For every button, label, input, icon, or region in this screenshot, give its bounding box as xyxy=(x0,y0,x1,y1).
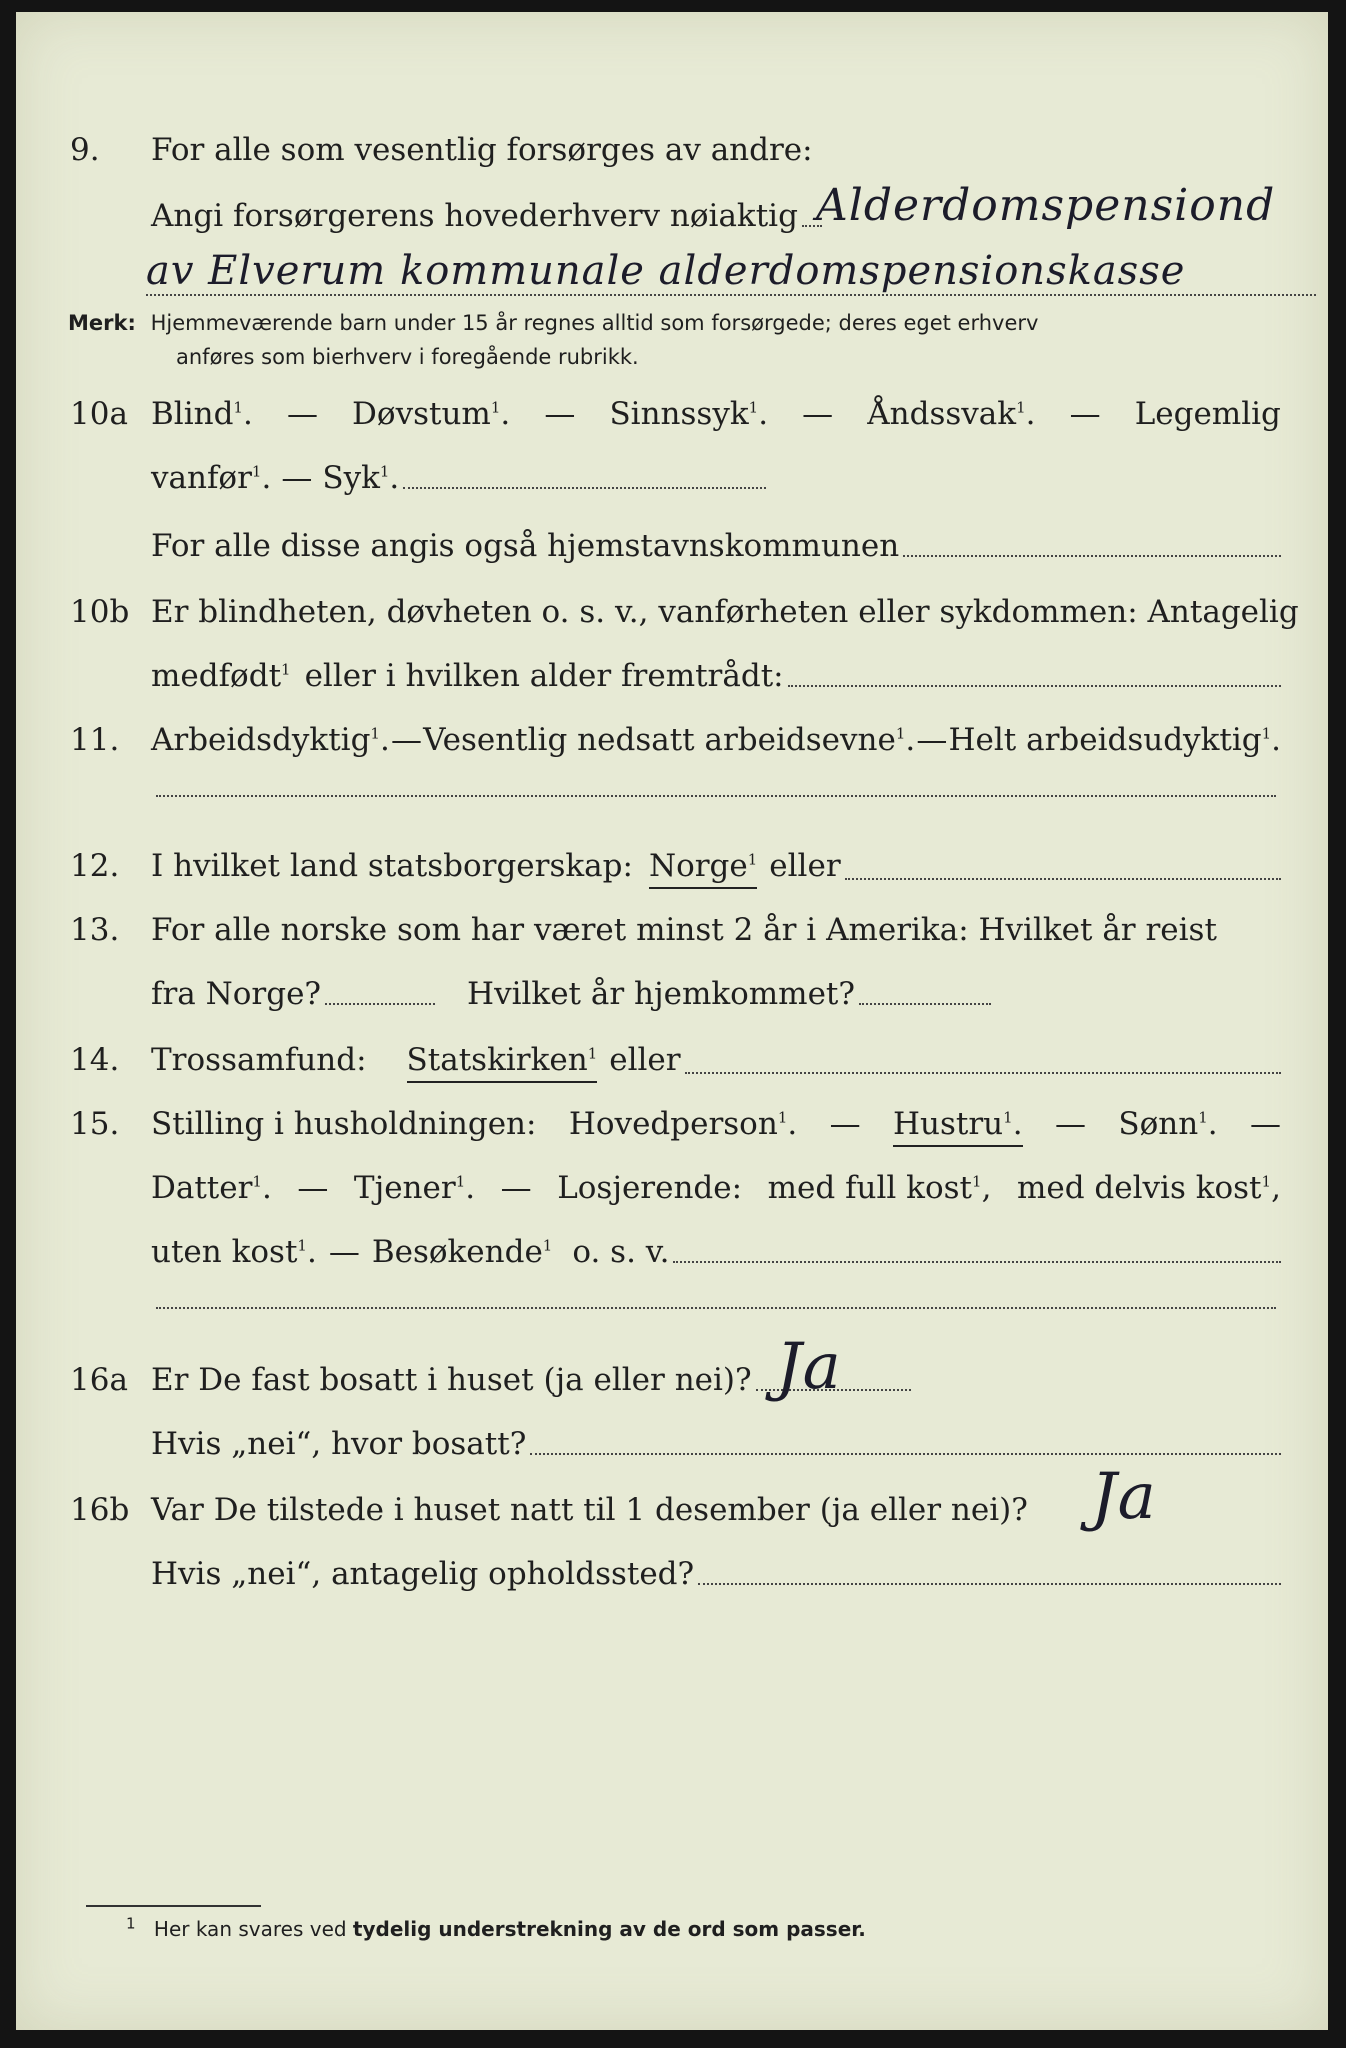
q10b-line2-text: eller i hvilken alder fremtrådt: xyxy=(304,658,784,694)
footnote-text: Her kan svares ved xyxy=(153,1917,347,1941)
q9-number: 9. xyxy=(70,132,100,168)
q9-handwritten-answer-1: Alderdomspensiond xyxy=(816,180,1276,231)
q12-text: I hvilket land statsborgerskap: xyxy=(151,848,633,884)
q10a-line3 xyxy=(151,526,1281,566)
q13-reist: fra Norge? xyxy=(151,976,322,1012)
q10a-hjemstavn-dotted-line xyxy=(903,555,1281,557)
q14-eller: eller xyxy=(609,1042,681,1078)
dash: — xyxy=(390,722,422,758)
q16b-line2 xyxy=(151,1554,1281,1594)
q15-dotted-line xyxy=(673,1261,1281,1263)
merk-line2: anføres som bierhverv i foregående rubrikk. xyxy=(176,345,639,369)
q10a-line1 xyxy=(151,394,1281,434)
q10b-medfodt: medfødt$^1$ xyxy=(151,658,291,694)
q13-line2 xyxy=(151,974,991,1014)
q11-udyktig: Helt arbeidsudyktig$^1$. xyxy=(948,722,1281,758)
q16a-hvis-nei: Hvis „nei“, hvor bosatt? xyxy=(151,1426,527,1462)
q10a-andssvak: Åndssvak$^1$. xyxy=(867,396,1036,432)
dash: — xyxy=(916,722,948,758)
q11-number: 11. xyxy=(70,722,120,758)
q14-label: Trossamfund: xyxy=(151,1042,367,1078)
q15-uten-kost: uten kost$^1$. xyxy=(151,1234,317,1270)
dash: — xyxy=(1069,396,1101,432)
q15-number: 15. xyxy=(70,1106,120,1142)
q15-tjener: Tjener$^1$. xyxy=(353,1170,476,1206)
q11-line1 xyxy=(151,720,1281,760)
q10a-legemlig: Legemlig xyxy=(1134,396,1281,432)
q12-number: 12. xyxy=(70,848,120,884)
q15-line3 xyxy=(151,1232,1281,1272)
q10a-number: 10a xyxy=(70,396,128,432)
q10b-number: 10b xyxy=(70,594,130,630)
dash: — xyxy=(328,1234,360,1270)
dash: — xyxy=(286,396,318,432)
q9-line1 xyxy=(151,130,851,170)
q9-line2-text: Angi forsørgerens hovederhverv nøiaktig xyxy=(151,198,798,234)
census-form-page xyxy=(16,12,1328,2030)
dash: — xyxy=(281,460,313,496)
q15-sonn: Sønn$^1$. xyxy=(1118,1106,1218,1142)
dash: — xyxy=(802,396,834,432)
q15-line2 xyxy=(151,1168,1281,1208)
q12-norge: Norge$^1$ xyxy=(649,846,757,889)
q15-hovedperson: Hovedperson$^1$. xyxy=(568,1106,798,1142)
q15-besokende: Besøkende$^1$ xyxy=(371,1234,553,1270)
dash: — xyxy=(500,1170,532,1206)
q16b-opholdssted-dotted-line xyxy=(698,1583,1281,1585)
q13-line1: For alle norske som har været minst 2 år i Amerika: Hvilket år reist xyxy=(151,912,1217,948)
q15-extra-dotted-line xyxy=(156,1307,1276,1309)
q13-number: 13. xyxy=(70,912,120,948)
q15-hustru: Hustru$^1$. xyxy=(893,1104,1023,1147)
q10a-syk: Syk$^1$. xyxy=(322,460,400,496)
dash: — xyxy=(1249,1106,1281,1142)
q15-losjerende: Losjerende: xyxy=(557,1170,743,1206)
q11-nedsatt: Vesentlig nedsatt arbeidsevne$^1$. xyxy=(423,722,916,758)
q9-line1-text: For alle som vesentlig forsørges av andre: xyxy=(151,132,813,168)
q16a-bosatt-dotted-line xyxy=(530,1453,1281,1455)
q15-full-kost: med full kost$^1$, xyxy=(767,1170,992,1206)
q14-number: 14. xyxy=(70,1042,120,1078)
dash: — xyxy=(544,396,576,432)
merk-label: Merk: xyxy=(68,311,136,335)
q10a-line3-text: For alle disse angis også hjemstavnskommunen xyxy=(151,528,900,564)
q10a-vanfor: vanfør$^1$. xyxy=(151,460,272,496)
q10a-line2 xyxy=(151,458,766,498)
q12-dotted-line xyxy=(845,878,1281,880)
q16a-question: Er De fast bosatt i huset (ja eller nei)? xyxy=(151,1362,752,1398)
q13-reist-dotted-line xyxy=(325,1003,435,1005)
q10a-dovstum: Døvstum$^1$. xyxy=(352,396,511,432)
q13-hjemkommet: Hvilket år hjemkommet? xyxy=(467,976,856,1012)
q16b-hvis-nei: Hvis „nei“, antagelig opholdssted? xyxy=(151,1556,695,1592)
q10a-syk-dotted-line xyxy=(403,487,766,489)
q16a-line2 xyxy=(151,1424,1281,1464)
q15-label: Stilling i husholdningen: xyxy=(151,1106,537,1142)
q11-arbeidsdyktig: Arbeidsdyktig$^1$. xyxy=(151,722,390,758)
q16a-handwritten-answer: Ja xyxy=(776,1330,842,1404)
q11-dotted-line xyxy=(156,795,1276,797)
q12-line1 xyxy=(151,846,1281,889)
q9-merk-note xyxy=(68,306,1346,340)
dash: — xyxy=(829,1106,861,1142)
q16b-handwritten-answer: Ja xyxy=(1091,1460,1157,1534)
q13-hjemkommet-dotted-line xyxy=(859,1003,991,1005)
q15-osv: o. s. v. xyxy=(572,1234,670,1270)
q15-delvis-kost: med delvis kost$^1$, xyxy=(1016,1170,1281,1206)
q12-eller: eller xyxy=(769,848,841,884)
q9-handwritten-answer-2: av Elverum kommunale alderdomspensionskasse xyxy=(146,248,1316,296)
q10b-dotted-line xyxy=(788,685,1281,687)
dash: — xyxy=(297,1170,329,1206)
q10a-blind: Blind$^1$. xyxy=(151,396,253,432)
q10b-line2 xyxy=(151,656,1281,696)
q14-dotted-line xyxy=(685,1072,1281,1074)
q14-line1 xyxy=(151,1040,1281,1083)
footnote-mark: 1 xyxy=(126,1914,136,1933)
q14-statskirken: Statskirken$^1$ xyxy=(407,1040,598,1083)
q16b-question: Var De tilstede i huset natt til 1 desember (ja eller nei)? xyxy=(151,1492,1028,1528)
merk-line1: Hjemmeværende barn under 15 år regnes alltid som forsørgede; deres eget erhverv xyxy=(150,311,1039,335)
footnote xyxy=(126,1914,866,1944)
footnote-rule xyxy=(86,1905,261,1907)
q9-line2 xyxy=(151,196,811,236)
q16b-number: 16b xyxy=(70,1492,130,1528)
footnote-text-bold: tydelig understrekning av de ord som passer. xyxy=(352,1917,866,1941)
q10a-sinnssyk: Sinnssyk$^1$. xyxy=(609,396,769,432)
q15-datter: Datter$^1$. xyxy=(151,1170,272,1206)
q15-line1 xyxy=(151,1104,1281,1147)
dash: — xyxy=(1054,1106,1086,1142)
q16a-number: 16a xyxy=(70,1362,128,1398)
q10b-line1: Er blindheten, døvheten o. s. v., vanførheten eller sykdommen: Antagelig xyxy=(151,594,1299,630)
